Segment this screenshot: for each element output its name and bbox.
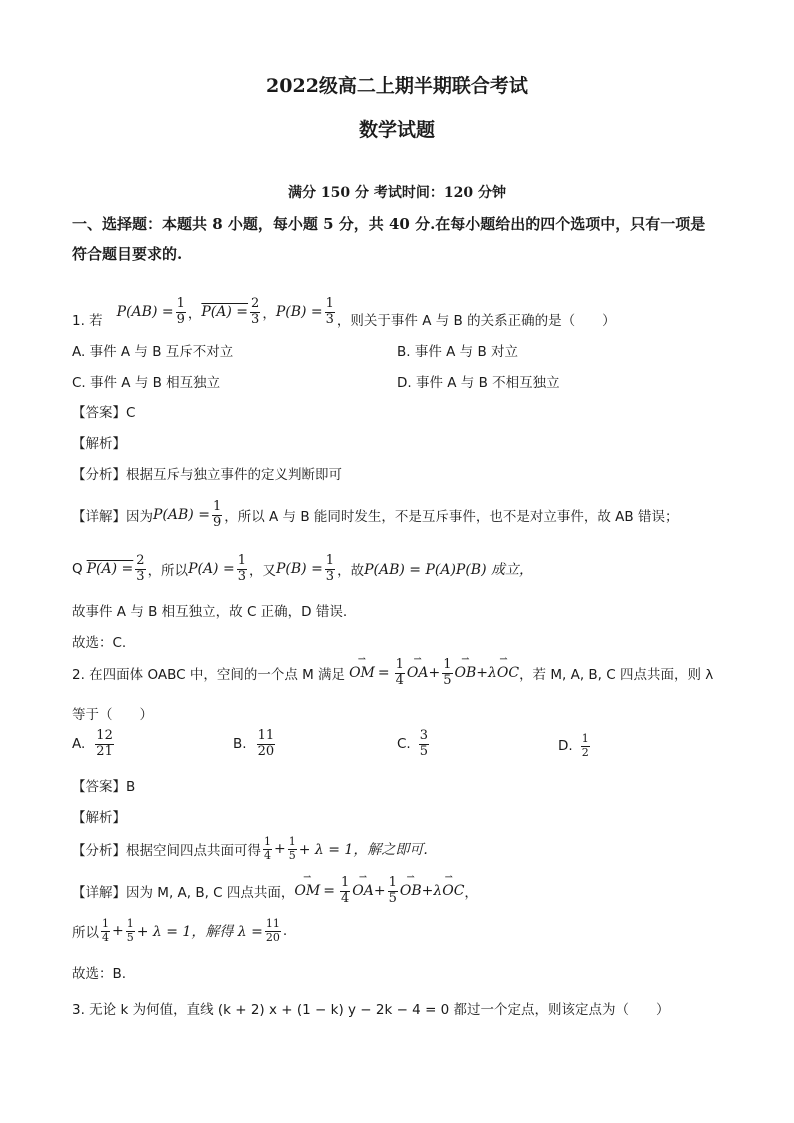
q1-d1-frac: $\frac{1}{9}$ [212,499,222,530]
q1-number: 1. 若 [72,313,103,329]
q2-vec-ob: ⇀ OB [455,665,477,681]
answer-value: C [126,405,136,421]
q1-d2-pa-val: P(A) = [188,561,235,578]
q2-vec-oa: ⇀ OA [407,665,429,681]
q1-d2-d: P(AB) = P(A)P(B) 成立， [364,562,533,579]
q1-d2-frac-c: $\frac{1}{3}$ [325,553,335,584]
so-frac-1: $\frac{1}{4}$ [102,917,109,944]
fenxi-text: 根据互斥与独立事件的定义判断即可 [126,467,342,483]
xj-coef-2: $\frac{1}{5}$ [388,875,397,906]
q1-pa-frac: $\frac{2}{3}$ [251,295,260,327]
q1-detail-line2 [72,554,533,585]
fenxi-tag: 【分析】 [72,843,126,860]
q2-option-b [233,729,277,760]
q1-option-b: B. 事件 A 与 B 对立 [397,344,519,360]
xj-coef-1: $\frac{1}{4}$ [340,875,350,906]
xj-vec-om: ⇀ OM [294,883,320,899]
xj-vec-oa: ⇀ OA [352,883,374,899]
page-subtitle: 数学试题 [358,119,435,141]
so-frac-2: $\frac{1}{5}$ [126,917,134,944]
fenxi-pre: 根据空间四点共面可得 [126,843,261,860]
option-frac: $\frac{11}{20}$ [257,728,275,759]
so-pre: 所以 [72,925,99,942]
page-title: 2022级高二上期半期联合考试 [266,75,528,97]
xiangjie-tag: 【详解】 [72,885,126,902]
q1-d2-a: ，所以 [147,563,189,580]
q2-option-c [397,729,431,760]
section-heading-line1: 一、选择题：本题共 8 小题，每小题 5 分，共 40 分.在每小题给出的四个选项中，只有一项是 [72,215,706,233]
xj-vec-ob: ⇀ OB [400,883,422,899]
xj-vec-oc: ⇀ λOC [433,883,464,899]
fenxi-post: + λ = 1，解之即可. [298,842,428,859]
xiangjie-tag: 【详解】 [72,509,126,526]
q2-xiangjie: 【详解】 因为 M, A, B, C 四点共面， ⇀ OM = $\frac{1}{4}$ ⇀ OA + $\frac{1}{5}$ ⇀ OB + ⇀ λOC ， [72,876,478,907]
q2-so-line: 所以 $\frac{1}{4}$ + $\frac{1}{5}$ + λ = 1，解得 λ = $\frac{11}{20}$ . [72,917,288,944]
because-symbol: Q [72,561,83,578]
q1-option-d: D. 事件 A 与 B 不相互独立 [397,375,560,391]
so-answer-frac: $\frac{11}{20}$ [265,917,280,944]
q2-stem-pre: 2. 在四面体 OABC 中，空间的一个点 M 满足 [72,667,346,684]
q2-coef-2: $\frac{1}{5}$ [443,657,452,688]
q1-d1-pab: P(AB) = [153,507,210,524]
q2-vec-om: ⇀ OM [349,665,375,681]
q2-stem-line2: 等于（ ） [72,707,153,723]
q1-d2-pa: P(A) = [86,561,134,578]
q1-detail-line3: 故事件 A 与 B 相互独立，故 C 正确，D 错误. [72,604,348,620]
q2-coef-1: $\frac{1}{4}$ [395,657,404,688]
q1-d2-frac-a: $\frac{2}{3}$ [136,553,145,584]
answer-tag: 【答案】 [72,779,126,795]
exam-meta: 满分 150 分 考试时间：120 分钟 [288,185,506,201]
option-frac: $\frac{3}{5}$ [419,728,428,759]
q1-d2-pb: P(B) = [275,561,323,578]
q3-stem: 3. 无论 k 为何值，直线 (k + 2) x + (1 − k) y − 2k − 4 = 0 都过一个定点，则该定点为（ ） [72,1002,670,1018]
q2-option-a [72,729,116,760]
fenxi-frac-2: $\frac{1}{5}$ [288,835,296,862]
q1-pab: P(AB) = [116,304,174,320]
q2-stem-post: ，若 M, A, B, C 四点共面，则 λ [519,667,714,684]
q2-vec-oc: ⇀ λOC [488,665,519,681]
q2-option-d [558,733,592,759]
fenxi-frac-1: $\frac{1}{4}$ [264,835,271,862]
q1-stem-tail: ，则关于事件 A 与 B 的关系正确的是（ ） [336,313,616,329]
q1-fenxi [72,463,342,483]
option-frac: $\frac{12}{21}$ [96,728,113,759]
q2-analysis-tag: 【解析】 [72,810,126,826]
q1-stem: 1. 若 P(AB) = $\frac{1}{9}$ ， P(A) = $\frac{2}{3}$ ， P(B) = $\frac{1}{3}$ ，则关于事件 A 与 B 的关系正确的是（ ） [72,295,616,329]
q2-fenxi: 【分析】 根据空间四点共面可得 $\frac{1}{4}$ + $\frac{1}{5}$ + λ = 1，解之即可. [72,835,428,862]
q2-stem: 2. 在四面体 OABC 中，空间的一个点 M 满足 ⇀ OM = $\frac{1}{4}$ ⇀ OA + $\frac{1}{5}$ ⇀ OB + ⇀ λOC ，若 M, A, B, C 四点共面，则 λ [72,658,713,689]
xiangjie-pre: 因为 M, A, B, C 四点共面， [126,885,295,902]
q1-d1-pre: 因为 [126,509,153,526]
q1-pab-frac: $\frac{1}{9}$ [176,295,185,327]
answer-value: B [126,779,136,795]
fenxi-tag: 【分析】 [72,467,126,483]
q1-analysis-tag: 【解析】 [72,436,126,452]
option-label: D. [558,738,573,755]
q1-d2-c: ，故 [337,563,365,580]
q1-d2-b: ，又 [248,563,276,580]
so-mid: + λ = 1，解得 λ = [136,924,263,941]
option-label: A. [72,736,86,753]
section-heading-line2: 符合题目要求的. [72,245,183,263]
q1-answer [72,401,135,421]
option-label: C. [397,736,411,753]
q1-pa: P(A) = [201,304,249,320]
q1-option-a: A. 事件 A 与 B 互斥不对立 [72,344,234,360]
q1-pb-frac: $\frac{1}{3}$ [325,295,334,327]
so-end: . [282,923,288,940]
q1-detail-line4: 故选：C. [72,635,127,651]
q2-answer [72,775,135,795]
option-label: B. [233,736,247,753]
q1-detail-line1 [72,500,678,531]
q1-d1-mid: ，所以 A 与 B 能同时发生，不是互斥事件，也不是对立事件，故 AB 错误； [224,509,679,526]
option-frac: $\frac{1}{2}$ [581,732,589,759]
q1-option-c: C. 事件 A 与 B 相互独立 [72,375,221,391]
q1-pb: P(B) = [275,304,323,320]
q2-choose: 故选：B. [72,966,127,982]
answer-tag: 【答案】 [72,405,126,421]
q1-d2-frac-b: $\frac{1}{3}$ [237,553,246,584]
